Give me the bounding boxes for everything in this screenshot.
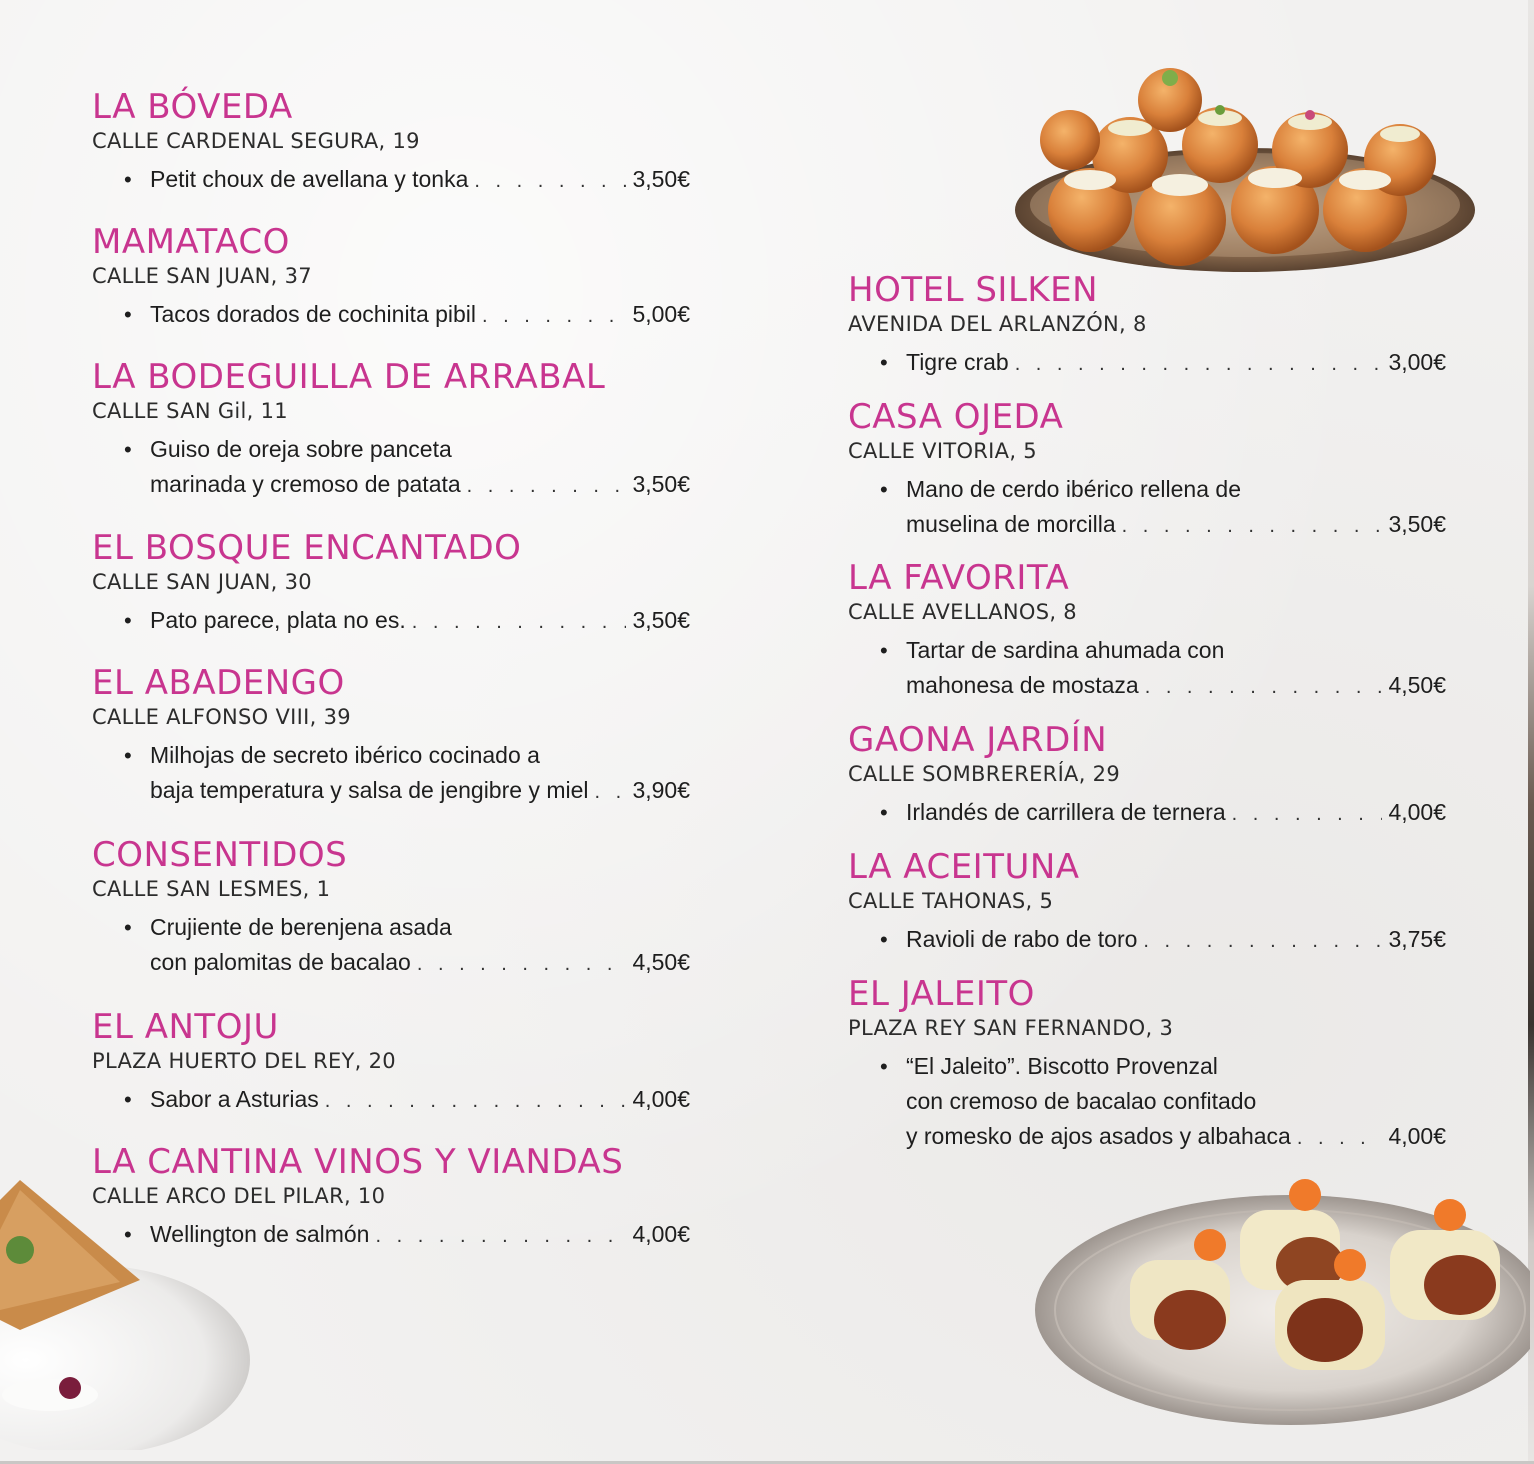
dish-text: y romesko de ajos asados y albahaca <box>906 1123 1291 1149</box>
venue-name: EL JALEITO <box>848 974 1035 1014</box>
bullet-icon: • <box>124 915 132 940</box>
dot-leader <box>1232 797 1383 832</box>
dish-item <box>124 910 690 982</box>
dish-text: Tartar de sardina ahumada con <box>906 637 1225 663</box>
bullet-icon: • <box>124 437 132 462</box>
bullet-icon: • <box>880 638 888 663</box>
venue-address: CALLE SAN Gil, 11 <box>92 399 288 423</box>
venue-address: CALLE SOMBRERERÍA, 29 <box>848 762 1120 786</box>
dish-item <box>124 603 690 640</box>
bullet-icon: • <box>124 167 132 192</box>
dish-price: 5,00€ <box>632 301 690 327</box>
dish-last-line <box>906 795 1446 832</box>
dish-price: 3,90€ <box>632 777 690 803</box>
venue-address: CALLE CARDENAL SEGURA, 19 <box>92 129 420 153</box>
dish-text: Ravioli de rabo de toro <box>906 926 1138 952</box>
venue-name: CONSENTIDOS <box>92 835 348 875</box>
venue-block <box>848 848 1468 959</box>
venue-block <box>92 1143 712 1254</box>
venue-address: AVENIDA DEL ARLANZÓN, 8 <box>848 312 1147 336</box>
dish-item <box>880 922 1446 959</box>
venue-block <box>848 975 1468 1156</box>
venue-name: LA FAVORITA <box>848 558 1070 598</box>
dish-last-line <box>150 297 690 334</box>
dish-last-line <box>150 1082 690 1119</box>
dot-leader <box>467 469 627 504</box>
dish-last-line <box>150 162 690 199</box>
bullet-icon: • <box>124 608 132 633</box>
dish-item <box>124 1217 690 1254</box>
dish-price: 3,50€ <box>632 166 690 192</box>
venue-address: CALLE TAHONAS, 5 <box>848 889 1054 913</box>
venue-block <box>92 358 712 504</box>
dot-leader <box>482 299 626 334</box>
dish-price: 4,50€ <box>632 949 690 975</box>
bullet-icon: • <box>880 1054 888 1079</box>
venue-name: EL ABADENGO <box>92 663 345 703</box>
dish-text: con palomitas de bacalao <box>150 949 411 975</box>
venue-address: CALLE SAN JUAN, 30 <box>92 570 312 594</box>
venue-name: LA ACEITUNA <box>848 847 1080 887</box>
dish-item <box>124 1082 690 1119</box>
venue-name: MAMATACO <box>92 222 290 262</box>
venue-address: CALLE ARCO DEL PILAR, 10 <box>92 1184 386 1208</box>
dot-leader <box>412 605 627 640</box>
dish-text: Crujiente de berenjena asada <box>150 914 452 940</box>
dish-last-line <box>150 603 690 640</box>
venue-block <box>92 223 712 334</box>
venue-address: PLAZA HUERTO DEL REY, 20 <box>92 1049 396 1073</box>
dish-last-line <box>906 668 1446 705</box>
dish-price: 3,50€ <box>1388 511 1446 537</box>
dot-leader <box>1145 670 1383 705</box>
dish-text: Tacos dorados de cochinita pibil <box>150 301 477 327</box>
dot-leader <box>417 947 627 982</box>
bullet-icon: • <box>124 1222 132 1247</box>
dish-item <box>124 162 690 199</box>
dish-text: Guiso de oreja sobre panceta <box>150 436 452 462</box>
dot-leader <box>1297 1121 1383 1156</box>
venue-block <box>848 559 1468 705</box>
dish-text: Milhojas de secreto ibérico cocinado a <box>150 742 540 768</box>
dish-price: 4,00€ <box>1388 799 1446 825</box>
dish-text: Irlandés de carrillera de ternera <box>906 799 1226 825</box>
dish-price: 4,00€ <box>1388 1123 1446 1149</box>
venue-block <box>848 271 1468 382</box>
venue-name: GAONA JARDÍN <box>848 720 1108 760</box>
venue-block <box>92 1008 712 1119</box>
food-image-puffs <box>1010 60 1480 280</box>
food-image-rolls <box>1030 1170 1530 1430</box>
venue-block <box>848 398 1468 544</box>
venue-block <box>848 721 1468 832</box>
dot-leader <box>1015 347 1383 382</box>
venue-block <box>92 836 712 982</box>
venue-name: EL BOSQUE ENCANTADO <box>92 528 522 568</box>
venue-name: HOTEL SILKEN <box>848 270 1099 310</box>
dish-last-line <box>150 1217 690 1254</box>
dish-last-line <box>906 1119 1446 1156</box>
venue-block <box>92 664 712 810</box>
dish-text: Sabor a Asturias <box>150 1086 319 1112</box>
dish-text: mahonesa de mostaza <box>906 672 1139 698</box>
dish-last-line <box>150 467 690 504</box>
venue-address: CALLE AVELLANOS, 8 <box>848 600 1077 624</box>
dish-price: 3,00€ <box>1388 349 1446 375</box>
dot-leader <box>595 775 627 810</box>
dish-price: 3,50€ <box>632 471 690 497</box>
dish-text: Mano de cerdo ibérico rellena de <box>906 476 1241 502</box>
dish-text: marinada y cremoso de patata <box>150 471 461 497</box>
venue-name: LA CANTINA VINOS Y VIANDAS <box>92 1142 624 1182</box>
dish-item <box>124 297 690 334</box>
dish-price: 4,50€ <box>1388 672 1446 698</box>
dish-text: con cremoso de bacalao confitado <box>906 1088 1257 1114</box>
dish-text: muselina de morcilla <box>906 511 1116 537</box>
dish-price: 3,50€ <box>632 607 690 633</box>
dish-last-line <box>906 922 1446 959</box>
dish-last-line <box>906 507 1446 544</box>
venue-name: LA BÓVEDA <box>92 87 293 127</box>
dot-leader <box>375 1219 626 1254</box>
dish-item <box>124 432 690 504</box>
dish-text: baja temperatura y salsa de jengibre y miel <box>150 777 589 803</box>
dish-text: Petit choux de avellana y tonka <box>150 166 469 192</box>
venue-address: CALLE VITORIA, 5 <box>848 439 1037 463</box>
dot-leader <box>325 1084 627 1119</box>
dish-item <box>880 1049 1446 1156</box>
dish-text: Pato parece, plata no es. <box>150 607 406 633</box>
dish-price: 4,00€ <box>632 1221 690 1247</box>
venue-name: CASA OJEDA <box>848 397 1064 437</box>
dish-text: Tigre crab <box>906 349 1009 375</box>
bullet-icon: • <box>880 350 888 375</box>
bullet-icon: • <box>124 302 132 327</box>
dot-leader <box>474 164 626 199</box>
dish-last-line <box>150 945 690 982</box>
bullet-icon: • <box>880 477 888 502</box>
venue-address: CALLE SAN JUAN, 37 <box>92 264 312 288</box>
dot-leader <box>1143 924 1382 959</box>
dot-leader <box>1122 509 1383 544</box>
bullet-icon: • <box>880 800 888 825</box>
dish-last-line <box>150 773 690 810</box>
dish-item <box>880 633 1446 705</box>
bullet-icon: • <box>880 927 888 952</box>
bullet-icon: • <box>124 743 132 768</box>
venue-address: CALLE SAN LESMES, 1 <box>92 877 331 901</box>
venue-name: EL ANTOJU <box>92 1007 279 1047</box>
dish-text: Wellington de salmón <box>150 1221 370 1247</box>
dish-item <box>880 795 1446 832</box>
dish-last-line <box>906 345 1446 382</box>
dish-item <box>880 472 1446 544</box>
venue-name: LA BODEGUILLA DE ARRABAL <box>92 357 606 397</box>
dish-item <box>124 738 690 810</box>
venue-block <box>92 529 712 640</box>
dish-price: 3,75€ <box>1388 926 1446 952</box>
bullet-icon: • <box>124 1087 132 1112</box>
venue-address: PLAZA REY SAN FERNANDO, 3 <box>848 1016 1174 1040</box>
dish-text: “El Jaleito”. Biscotto Provenzal <box>906 1053 1218 1079</box>
venue-address: CALLE ALFONSO VIII, 39 <box>92 705 351 729</box>
dish-item <box>880 345 1446 382</box>
dish-price: 4,00€ <box>632 1086 690 1112</box>
venue-block <box>92 88 712 199</box>
